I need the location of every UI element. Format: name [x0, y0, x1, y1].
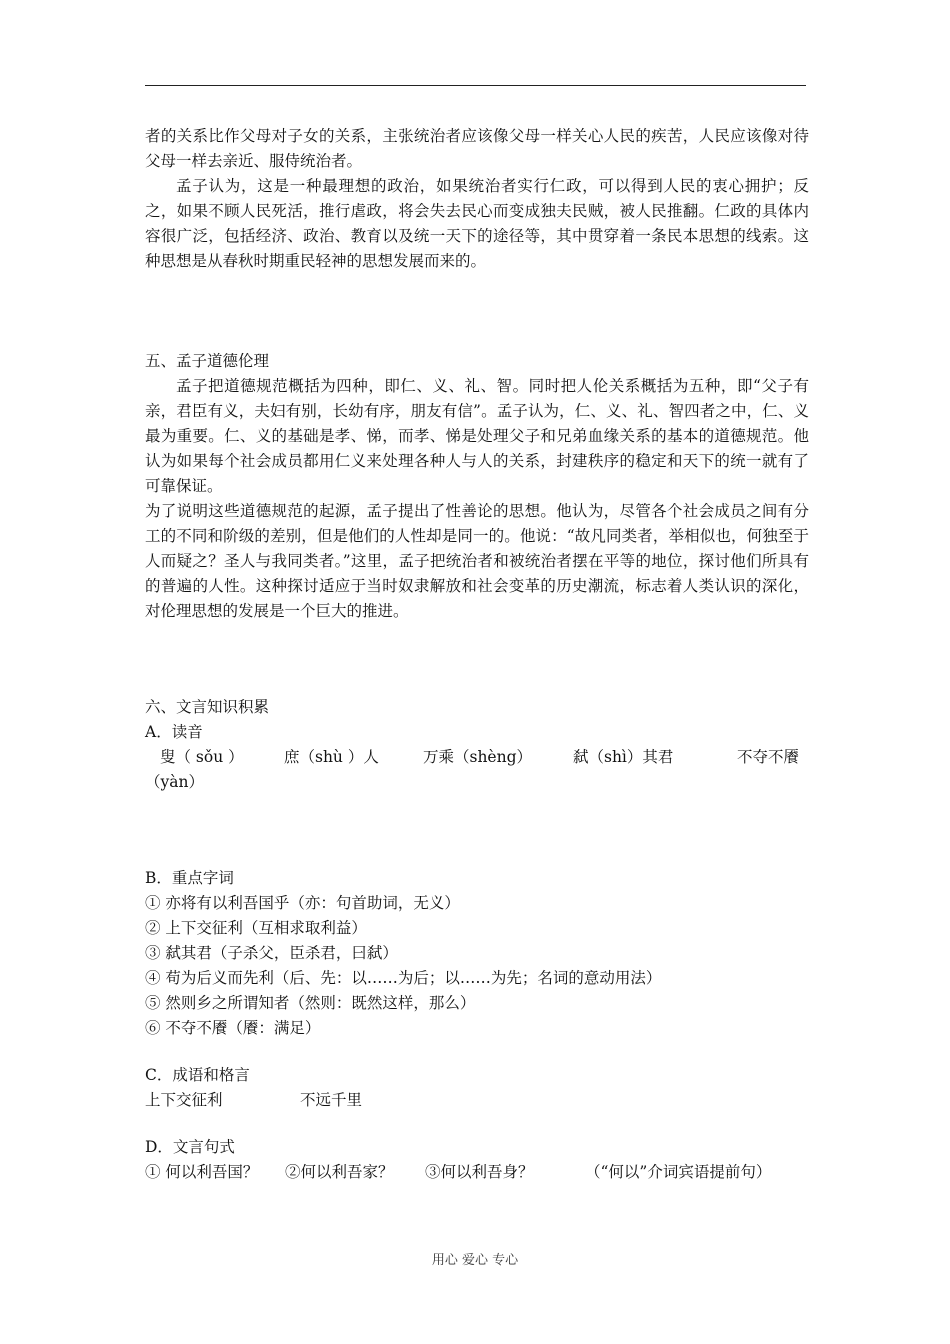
- key-word-item: ① 亦将有以利吾国乎（亦：句首助词，无义）: [145, 894, 460, 912]
- paragraph-human-nature: 为了说明这些道德规范的起源，孟子提出了性善论的思想。他认为，尽管各个社会成员之间有分工的不同和阶级的差别，但是他们的人性却是同一的。他说：“故凡同类者，举相似也，何独至于人而疑之？圣人与我同类者。”这里，孟子把统治者和被统治者摆在平等的地位，探讨他们所具有的普遍的人性。这种探讨适应于当时奴隶解放和社会变革的历史潮流，标志着人类认识的深化，对伦理思想的发展是一个巨大的推进。: [145, 502, 809, 620]
- pronunciation-item: 庶（shù ）人: [284, 748, 379, 766]
- subsection-title-c: C．成语和格言: [145, 1066, 250, 1084]
- section-heading-5: 五、孟子道德伦理: [145, 352, 270, 370]
- key-word-item: ⑤ 然则乡之所谓知者（然则：既然这样，那么）: [145, 994, 476, 1012]
- pronunciation-item: 叟（ sǒu ）: [160, 748, 244, 766]
- paragraph-moral-norms: 孟子把道德规范概括为四种，即仁、义、礼、智。同时把人伦关系概括为五种，即“父子有亲，君臣有义，夫妇有别，长幼有序，朋友有信”。孟子认为，仁、义、礼、智四者之中，仁、义最为重要。仁、义的基础是孝、悌，而孝、悌是处理父子和兄弟血缘关系的基本的道德规范。他认为如果每个社会成员都用仁义来处理各种人与人的关系，封建秩序的稳定和天下的统一就有了可靠保证。: [145, 377, 809, 495]
- pronunciation-continuation: （yàn）: [145, 773, 204, 791]
- paragraph-renzheng: 孟子认为，这是一种最理想的政治，如果统治者实行仁政，可以得到人民的衷心拥护；反之，如果不顾人民死活，推行虐政，将会失去民心而变成独夫民贼，被人民推翻。仁政的具体内容很广泛，包括经济、政治、教育以及统一天下的途径等，其中贯穿着一条民本思想的线索。这种思想是从春秋时期重民轻神的思想发展而来的。: [145, 177, 809, 270]
- paragraph-continuation: 者的关系比作父母对子女的关系，主张统治者应该像父母一样关心人民的疾苦，人民应该像对待父母一样去亲近、服侍统治者。: [145, 127, 809, 170]
- subsection-title-b: B．重点字词: [145, 869, 234, 887]
- section-heading-6: 六、文言知识积累: [145, 698, 270, 716]
- idiom-item: 上下交征利: [145, 1091, 223, 1109]
- pronunciation-item: 万乘（shèng）: [423, 748, 533, 766]
- pronunciation-row: [145, 745, 809, 770]
- pronunciation-item: 弑（shì）其君: [573, 748, 674, 766]
- key-word-item: ⑥ 不夺不餍（餍：满足）: [145, 1019, 321, 1037]
- sentence-pattern-row: [145, 1160, 809, 1185]
- key-word-item: ② 上下交征利（互相求取利益）: [145, 919, 367, 937]
- subsection-title-d: D．文言句式: [145, 1138, 235, 1156]
- header-rule: [145, 85, 806, 86]
- pronunciation-item: 不夺不餍: [737, 748, 800, 766]
- subsection-title-a: A．读音: [145, 723, 203, 741]
- idiom-item: 不远千里: [300, 1091, 363, 1109]
- key-word-item: ④ 苟为后义而先利（后、先：以……为后；以……为先；名词的意动用法）: [145, 969, 662, 987]
- sentence-pattern-item: ① 何以利吾国？: [145, 1163, 259, 1181]
- sentence-pattern-item: ③何以利吾身？: [425, 1163, 534, 1181]
- page-footer: 用心 爱心 专心: [431, 1253, 519, 1268]
- sentence-pattern-item: ②何以利吾家？: [285, 1163, 394, 1181]
- key-word-item: ③ 弑其君（子杀父，臣杀君，曰弑）: [145, 944, 398, 962]
- document-body: [145, 124, 809, 1185]
- idiom-row: [145, 1088, 809, 1113]
- sentence-pattern-note: （“何以”介词宾语提前句）: [585, 1163, 772, 1181]
